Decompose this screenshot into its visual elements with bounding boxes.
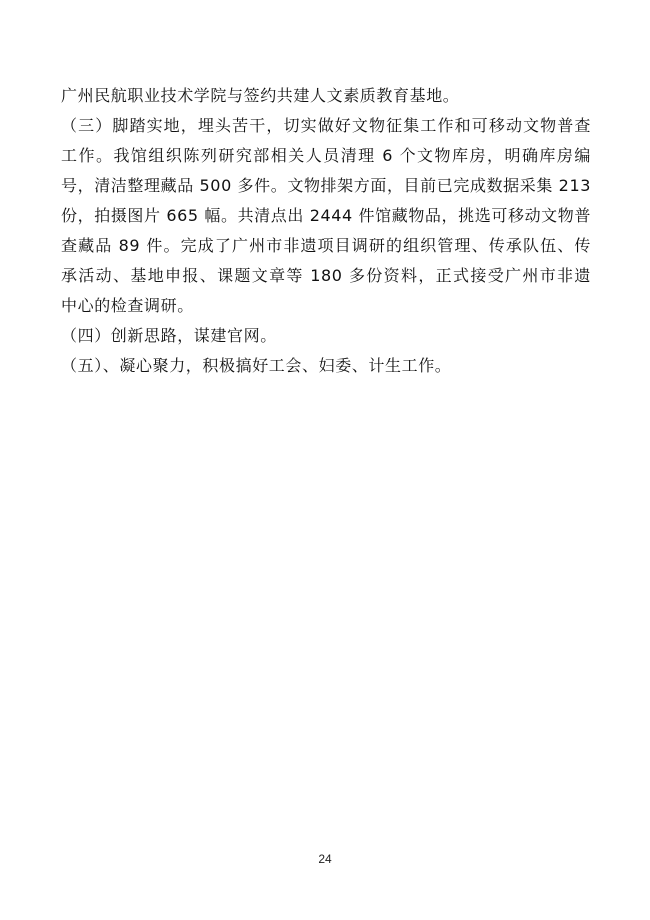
text-line-3: 工作。我馆组织陈列研究部相关人员清理 6 个文物库房，明确库房编 [61, 146, 591, 165]
text-line-6: 查藏品 89 件。完成了广州市非遗项目调研的组织管理、传承队伍、传 [61, 236, 591, 255]
document-body [61, 81, 591, 381]
text-line-1: 广州民航职业技术学院与签约共建人文素质教育基地。 [61, 86, 460, 105]
text-line-4: 号，清洁整理藏品 500 多件。文物排架方面，目前已完成数据采集 213 [61, 176, 591, 195]
text-line-7: 承活动、基地申报、课题文章等 180 多份资料，正式接受广州市非遗 [61, 266, 591, 285]
text-line-9: （四）创新思路，谋建官网。 [61, 326, 277, 345]
text-line-5: 份，拍摄图片 665 幅。共清点出 2444 件馆藏物品，挑选可移动文物普 [61, 206, 591, 225]
text-line-8: 中心的检查调研。 [61, 296, 194, 315]
page-number: 24 [318, 852, 332, 866]
text-line-2: （三）脚踏实地，埋头苦干，切实做好文物征集工作和可移动文物普查 [61, 116, 591, 135]
text-line-10: （五）、凝心聚力，积极搞好工会、妇委、计生工作。 [61, 356, 452, 375]
